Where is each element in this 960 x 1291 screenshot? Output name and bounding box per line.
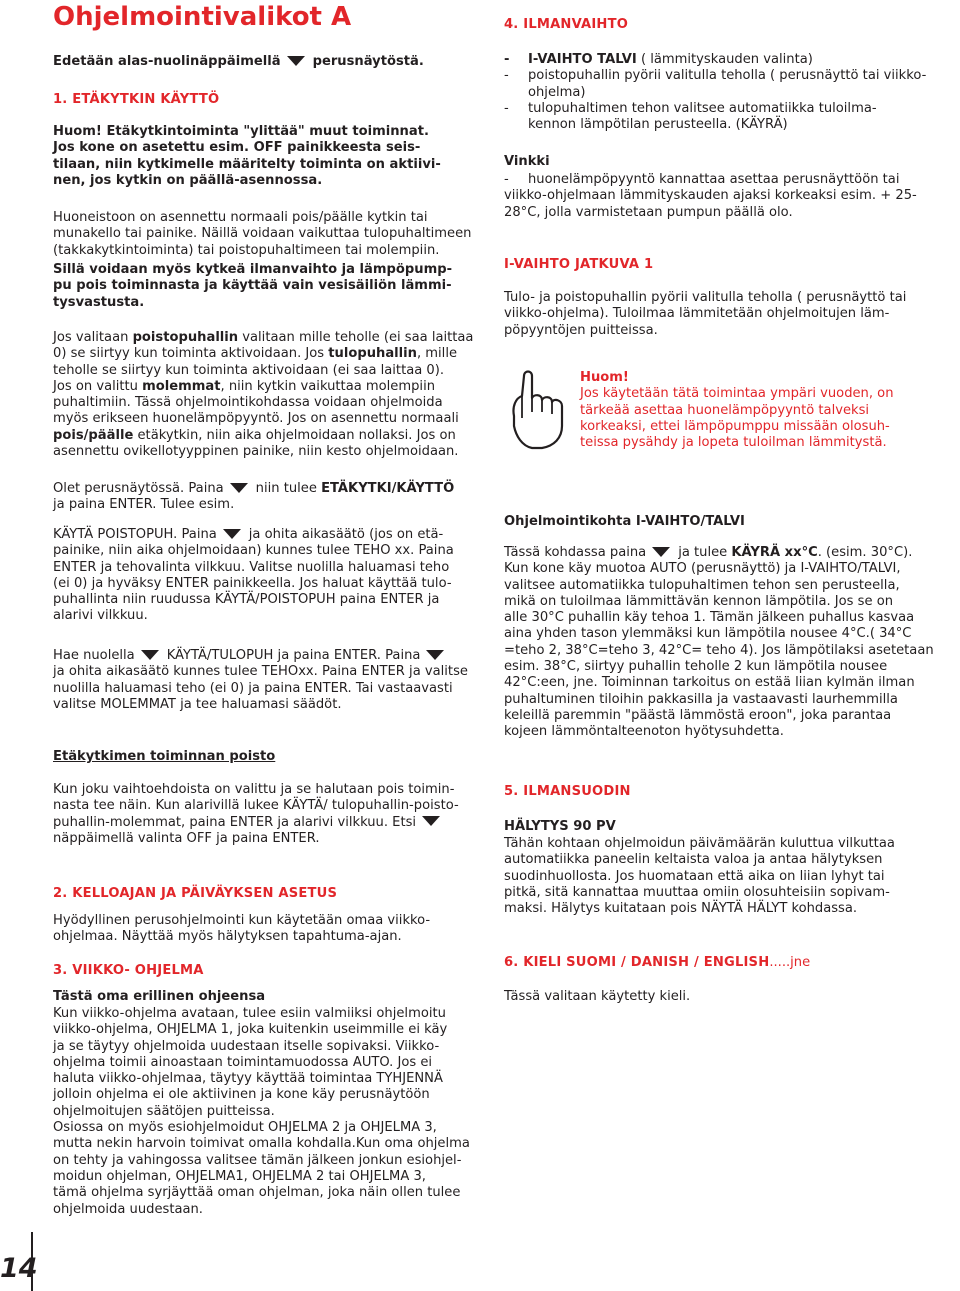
section-1-para-5: KÄYTÄ POISTOPUH. Paina ja ohita aikasäätö (jos on etä- painike, niin aika ohjelmoidaan) kunnes tulee TEHO xx. Paina ENTER ja tehovalinta vilkkuu. Valitse nuolilla haluamasi teho (ei 0) ja hyväksy ENTER painikkeella. Jos haluat käyttää tulo- puhallinta niin ruudussa KÄYTÄ/POISTOPUH paina ENTER ja alarivi vilkkuu. bbox=[53, 527, 454, 624]
list-item: - poistopuhallin pyörii valitulla teholla ( perusnäyttö tai viikko- bbox=[504, 68, 927, 84]
talvi-heading: Ohjelmointikohta I-VAIHTO/TALVI bbox=[504, 514, 745, 529]
pointing-hand-icon bbox=[504, 368, 566, 452]
intro-line: Edetään alas-nuolinäppäimellä perusnäytöstä. bbox=[53, 54, 424, 69]
section-3-subheading: Tästä oma erillinen ohjeensa bbox=[53, 989, 266, 1004]
talvi-para: Tässä kohdassa paina ja tulee KÄYRÄ xx°C. (esim. 30°C). Kun kone käy muotoa AUTO (perusnäyttö) ja I-VAIHTO/TALVI, valitsee automatiikka tulopuhaltimen tehon sen perusteella, mikä on tuloilmaa lämmittävän kennon lämpötila. Jos se on alle 30°C puhallin käy tehoa 1. Tämän jälkeen puhallus kasvaa aina yhden tason ylemmäksi kun lämpötila nousee 4°C.( 34°C =teho 2, 38°C=teho 3, 42°C= teho 4). Jos lämpötilaksi asetetaan esim. 38°C, siirtyy puhallin teholle 2 kun lämpötila nousee 42°C:een, jne. Toiminnan tarkoitus on estää liian kylmän ilman puhaltuminen tiloihin pakkasilla ja vastaavasti laurhemmilla keleillä paremmin "päästä lämmöstä eroon", joka parantaa kojeen lämmöntalteenoton hyötysuhdetta. bbox=[504, 545, 934, 740]
jatkuva-heading: I-VAIHTO JATKUVA 1 bbox=[504, 257, 654, 272]
section-5-para: Tähän kohtaan ohjelmoidun päivämäärän kuluttua vilkuttaa automatiikka paneelin keltaista valoa ja antaa hälytyksen suodinhuollosta. Jos huomataan että aika on liian lyhyt tai pitkä, sitä kannattaa muuttaa omiin olosuhteisiin sopivam- maksi. Hälytys kuitataan pois NÄYTÄ HÄLYT kohdassa. bbox=[504, 836, 895, 917]
section-1-para-1: Huoneistoon on asennettu normaali pois/päälle kytkin tai munakello tai painike. Näillä voidaan vaikuttaa tulopuhaltimeen (takkakytkintoiminta) tai poistopuhaltimeen tai molempiin. bbox=[53, 210, 472, 258]
down-arrow-icon bbox=[230, 483, 248, 493]
down-arrow-icon bbox=[652, 547, 670, 557]
section-5-heading: 5. ILMANSUODIN bbox=[504, 784, 631, 799]
page-number: 14 bbox=[0, 1232, 33, 1291]
section-1-warning: Huom! Etäkytkintoiminta "ylittää" muut toiminnat. Jos kone on asetettu esim. OFF painikkeesta seis- tilaan, niin kytkimelle määritelty toiminta on aktiivi- nen, jos kytkin on päällä-asennossa. bbox=[53, 124, 441, 188]
vinkki-para: - huonelämpöpyyntö kannattaa asettaa perusnäyttöön tai viikko-ohjelmaan lämmityskauden ajaksi korkeaksi esim. + 25- 28°C, jolla varmistetaan pumpun päällä olo. bbox=[504, 172, 917, 220]
list-item: kennon lämpötilan perusteella. (KÄYRÄ) bbox=[528, 117, 788, 133]
list-item: - tulopuhaltimen tehon valitsee automatiikka tuloilma- bbox=[504, 100, 877, 116]
list-item: ohjelma) bbox=[528, 84, 586, 100]
section-6-para: Tässä valitaan käytetty kieli. bbox=[504, 989, 691, 1004]
section-6-heading: 6. KIELI SUOMI / DANISH / ENGLISH.....jne bbox=[504, 955, 811, 970]
section-4-heading: 4. ILMANVAIHTO bbox=[504, 17, 629, 32]
cancel-heading: Etäkytkimen toiminnan poisto bbox=[53, 749, 276, 764]
section-4-list bbox=[504, 52, 944, 133]
section-3-heading: 3. VIIKKO- OHJELMA bbox=[53, 963, 204, 978]
down-arrow-icon bbox=[426, 650, 444, 660]
section-1-heading: 1. ETÄKYTKIN KÄYTTÖ bbox=[53, 92, 220, 107]
section-1-para-4: Olet perusnäytössä. Paina niin tulee ETÄKYTKI/KÄYTTÖ ja paina ENTER. Tulee esim. bbox=[53, 481, 455, 513]
down-arrow-icon bbox=[422, 816, 440, 826]
cancel-para: Kun joku vaihtoehdoista on valittu ja se halutaan pois toimin- nasta tee näin. Kun alarivillä lukee KÄYTÄ/ tulopuhallin-poisto- puhallin-molemmat, paina ENTER ja alarivi vilkkuu. Etsi näppäimellä valinta OFF ja paina ENTER. bbox=[53, 782, 459, 846]
section-1-para-6: Hae nuolella KÄYTÄ/TULOPUH ja paina ENTER. Paina ja ohita aikasäätö kunnes tulee TEHOxx. Paina ENTER ja valitse nuolilla haluamasi teho (ei 0) ja paina ENTER. Tai vastaavasti valitse MOLEMMAT ja tee haluamasi säädöt. bbox=[53, 648, 468, 712]
vinkki-heading: Vinkki bbox=[504, 154, 550, 169]
section-5-subheading: HÄLYTYS 90 PV bbox=[504, 819, 616, 834]
down-arrow-icon bbox=[223, 529, 241, 539]
jatkuva-para: Tulo- ja poistopuhallin pyörii valitulla teholla ( perusnäyttö tai viikko-ohjelma). Tuloilmaa lämmitetään ohjelmoitujen läm- pöpyyntöjen puitteissa. bbox=[504, 290, 907, 338]
section-2-heading: 2. KELLOAJAN JA PÄIVÄYKSEN ASETUS bbox=[53, 886, 338, 901]
section-1-para-2: Sillä voidaan myös kytkeä ilmanvaihto ja lämpöpump- pu pois toiminnasta ja käyttää vain vesisäiliön lämmi- tysvastusta. bbox=[53, 262, 453, 310]
note-box: Huom! Jos käytetään tätä toimintaa ympäri vuoden, on tärkeää asettaa huonelämpöpyyntö talveksi korkeaksi, ettei lämpöpumppu missään olosuh- teissa pysähdy ja lopeta tuloilman lämmitystä. bbox=[580, 370, 894, 451]
section-3-para: Kun viikko-ohjelma avataan, tulee esiin valmiiksi ohjelmoitu viikko-ohjelma, OHJELMA 1, joka kuitenkin useimmille ei käy ja se täytyy ohjelmoida uudestaan itselle sopivaksi. Viikko- ohjelma toimii ainoastaan toimintamuodossa AUTO. Jos ei haluta viikko-ohjelmaa, täytyy käyttää toimintaa TYHJENNÄ jolloin ohjelma ei ole aktiivinen ja kone käy perusnäytöön ohjelmoitujen säätöjen puitteissa. Osiossa on myös esiohjelmoidut OHJELMA 2 ja OHJELMA 3, mutta nekin harvoin toimivat omalla kohdalla.Kun oma ohjelma on tehty ja vahingossa valitsee tämän jälkeen jonkun esiohjel- moidun ohjelman, OHJELMA1, OHJELMA 2 tai OHJELMA 3, tämä ohjelma syrjäyttää oman ohjelman, joka näin ollen tulee ohjelmoida uudestaan. bbox=[53, 1006, 470, 1217]
down-arrow-icon bbox=[141, 650, 159, 660]
section-2-para: Hyödyllinen perusohjelmointi kun käytetään omaa viikko- ohjelmaa. Näyttää myös hälytyksen tapahtuma-ajan. bbox=[53, 913, 431, 945]
down-arrow-icon bbox=[287, 56, 305, 66]
list-item: - I-VAIHTO TALVI ( lämmityskauden valinta) bbox=[504, 52, 813, 67]
section-1-para-3: Jos valitaan poistopuhallin valitaan mille teholle (ei saa laittaa 0) se siirtyy kun toiminta aktivoidaan. Jos tulopuhallin, mille teholle se siirtyy kun toiminta aktivoidaan (ei saa laittaa 0). Jos on valittu molemmat, niin kytkin vaikuttaa molempiin puhaltimiin. Tässä ohjelmointikohdassa voidaan ohjelmoida myös erikseen huonelämpöpyyntö. Jos on asennettu normaali pois/päälle etäkytkin, niin aika ohjelmoidaan nollaksi. Jos on asennettu ovikellotyyppinen painike, niin kesto ohjelmoidaan. bbox=[53, 330, 474, 460]
page-title: Ohjelmointivalikot A bbox=[53, 2, 352, 32]
